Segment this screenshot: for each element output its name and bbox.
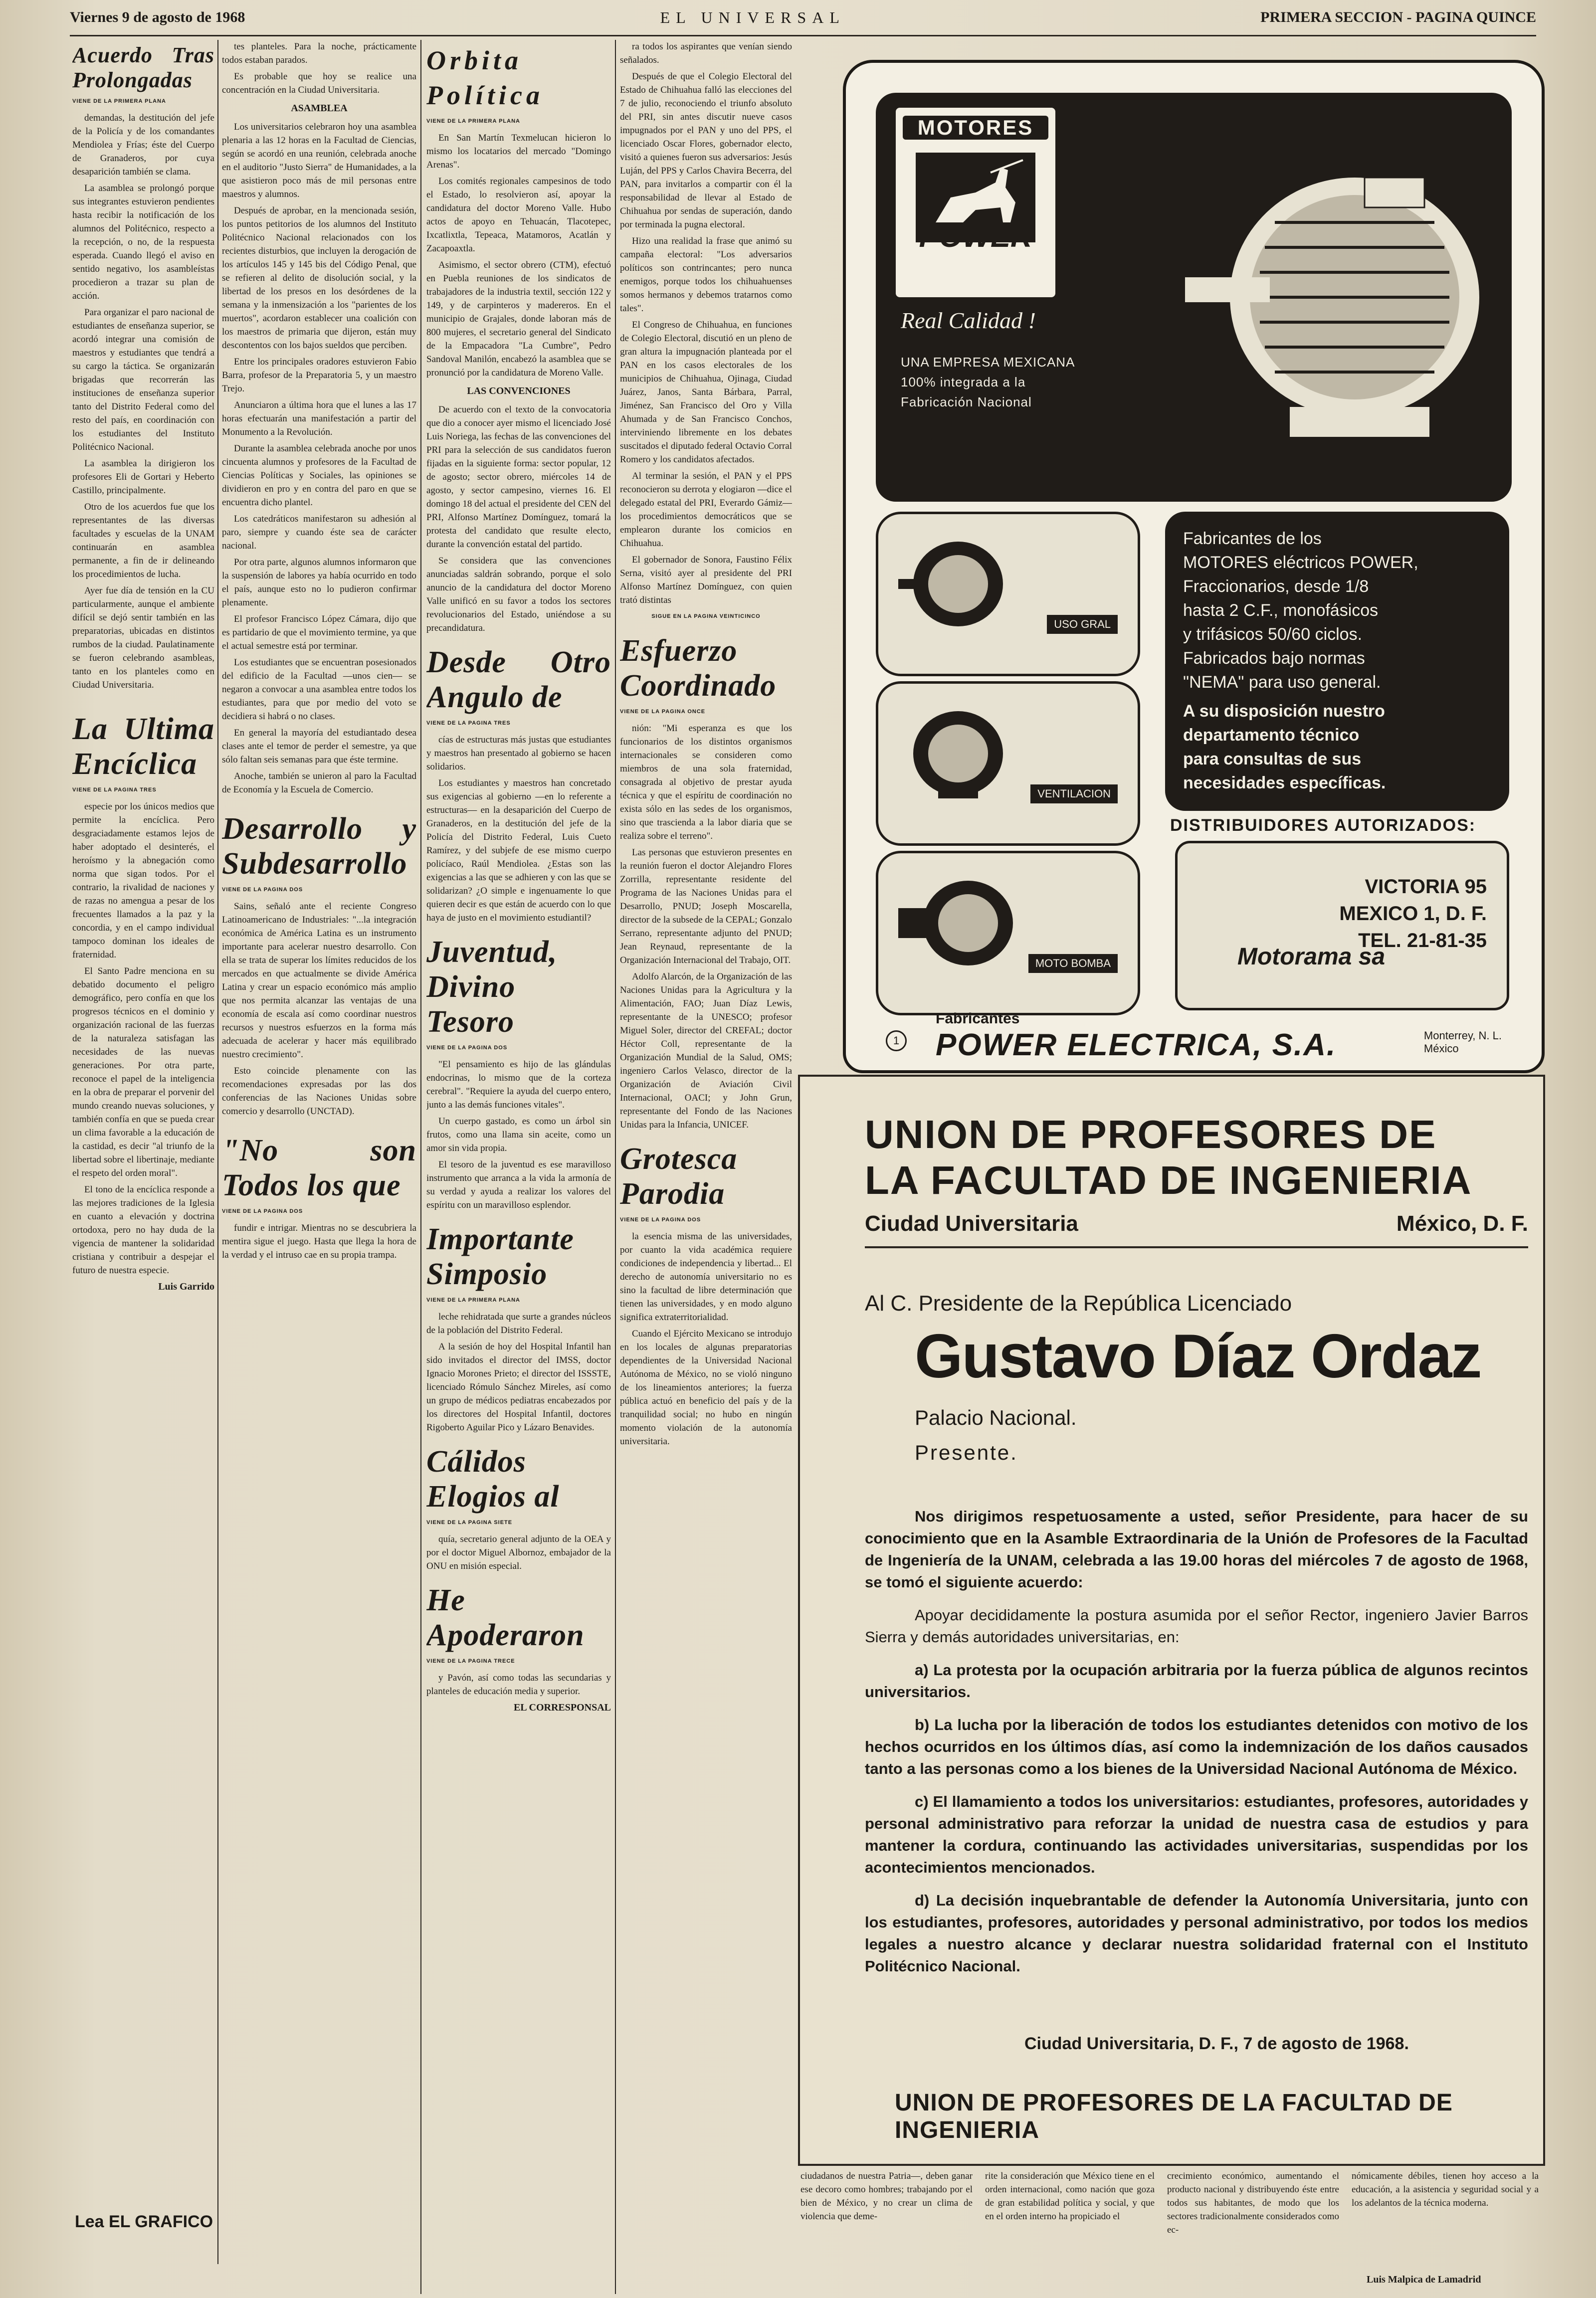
paragraph: ra todos los aspirantes que venían siendo señalados.	[620, 41, 792, 65]
column-1	[72, 40, 214, 2199]
article-body-enciclica	[72, 800, 214, 1277]
notice-paragraph: Apoyar decididamente la postura asumida por el señor Rector, ingeniero Javier Barros Sierra y demás autoridades universitarias, en:	[865, 1606, 1528, 1646]
notice-item: b) La lucha por la liberación de todos los estudiantes detenidos con motivo de los hechos ocurridos en los últimos días, así como la indemnización de los daños causados tanto a las personas como a los bienes de la Universidad Nacional Autónoma de México.	[865, 1716, 1528, 1777]
notice-title-line: UNION DE PROFESORES DE	[865, 1112, 1437, 1156]
headline-importante-simposio: Importante Simposio	[426, 1222, 574, 1291]
paragraph: Hizo una realidad la frase que animó su campaña electoral: "Los adversarios políticos son contrincantes; pero nunca enemigos, porque todos los chihuahuenses somos hermanos y debemos tratarnos como tales".	[620, 236, 792, 314]
paragraph: Esto coincide plenamente con las recomendaciones expresadas por las dos conferencias de las Naciones Unidas sobre comercio y desarrollo (UNCTAD).	[222, 1066, 416, 1117]
ad-tag-moto-bomba: MOTO BOMBA	[1028, 954, 1118, 973]
kicker: VIENE DE LA PAGINA DOS	[222, 887, 303, 893]
continued-note: SIGUE EN LA PAGINA VEINTICINCO	[651, 613, 761, 619]
paragraph: y Pavón, así como todas las secundarias y planteles de educación media y superior.	[426, 1673, 611, 1697]
ad-line: Fabricantes de los	[1183, 529, 1322, 548]
notice-presente: Presente.	[915, 1441, 1018, 1464]
paragraph: Las personas que estuvieron presentes en la reunión fueron el doctor Alejandro Flores Zorrilla, representante residente del Programa de las Naciones Unidas para el Desarrollo, PNUD; Joseph Moscarella, director de la subsede de la CEPAL; Gonzalo Serrano, representante adjunto del PNUD; Jean Reynaud, representante de la Organización Internacional del Trabajo, OIT.	[620, 847, 792, 965]
ad-address	[1339, 873, 1487, 954]
footer-lea-el-grafico: Lea EL GRAFICO	[75, 2212, 213, 2231]
pump-motor-icon	[898, 873, 1018, 973]
ad-product-moto-bomba	[876, 851, 1140, 1015]
paragraph: Los universitarios celebraron hoy una asamblea plenaria a las 12 horas en la Facultad de Ciencias, según se acordó en una reunión, celebrada anoche en el auditorio "Justo Sierra" de Humanidades, a la que asistieron poco más de mil personas entre maestros y alumnos.	[222, 122, 416, 199]
ad-product-ventilacion	[876, 681, 1140, 846]
paragraph: El gobernador de Sonora, Faustino Félix Serna, visitó ayer al presidente del PRI Alfonso Martínez Domínguez, con quien trató distintas	[620, 555, 792, 605]
notice-item: a) La protesta por la ocupación arbitraria por la fuerza pública de algunos recintos universitarios.	[865, 1661, 1528, 1701]
notice-ciudad: Ciudad Universitaria	[865, 1211, 1078, 1236]
headline-orbita-politica: Orbita Política	[426, 45, 544, 110]
headline-desarrollo: Desarrollo y Subdesarrollo	[222, 812, 416, 881]
paragraph: La asamblea se prolongó porque sus integrantes estuvieron pendientes hasta recibir la notificación de los alumnos del Politécnico, respecto a la recepción, o no, de la respuesta esperada. Cuando llegó el aviso en sentido negativo, los asambleístas procedieron a trazar su plan de acción.	[72, 183, 214, 301]
ad-tag-uso-gral: USO GRAL	[1047, 615, 1118, 634]
ad-line: Fabricación Nacional	[901, 394, 1032, 409]
ad-fabricantes-label: Fabricantes	[936, 1010, 1020, 1027]
paragraph: Anunciaron a última hora que el lunes a las 17 horas efectuarán una manifestación a partir del Monumento a la Revolución.	[222, 400, 416, 437]
headline-desde-otro-angulo: Desde Otro Angulo de	[426, 645, 611, 714]
kicker: VIENE DE LA PAGINA DOS	[426, 1045, 508, 1051]
ad-line: A su disposición nuestro	[1183, 702, 1385, 721]
paragraph: Sains, señaló ante el reciente Congreso Latinoamericano de Industriales: "...la integración económica de América Latina es un instrumento importante para acelerar nuestro desarrollo. Con ella se trata de superar los límites reducidos de los mercados en que actualmente se divide América Latina y crear un espacio económico más amplio que nos permita alcanzar las ventajas de una economía de escala así como coordinar nuestros recursos y nuestros esfuerzos en la forma más adecuada de acelerar y hacer más equilibrado nuestro crecimiento".	[222, 901, 416, 1060]
paragraph: En general la mayoría del estudiantado desea clases ante el temor de perder el semestre, ya que sólo faltan seis semanas para que éste termine.	[222, 728, 416, 765]
notice-divider	[865, 1246, 1528, 1248]
ad-line: Fraccionarios, desde 1/8	[1183, 577, 1369, 596]
headline-grotesca-parodia: Grotesca Parodia	[620, 1142, 738, 1211]
paragraph: cías de estructuras más justas que estudiantes y maestros han presentado al gobierno se hacen solidarios.	[426, 735, 611, 772]
union-notice	[798, 1075, 1545, 2166]
paragraph: leche rehidratada que surte a grandes núcleos de la población del Distrito Federal.	[426, 1312, 611, 1336]
notice-item: d) La decisión inquebrantable de defender la Autonomía Universitaria, junto con los estudiantes, profesores, autoridades y personal administrativo, por todos los medios legales a nuestro alcance y declarar nuestra solidaridad fraternal con el Instituto Politécnico Nacional.	[865, 1892, 1528, 1975]
fan-motor-icon	[898, 704, 1008, 803]
ad-line: México	[1423, 1042, 1459, 1055]
power-motors-advertisement	[843, 60, 1545, 1073]
column-4	[620, 40, 792, 2164]
paragraph: Para organizar el paro nacional de estudiantes de enseñanza superior, se acordó integrar una comisión de maestros y estudiantes que tendrá a su cargo la táctica. Se organizarán brigadas que recorrerán las instituciones de enseñanza superior tanto del Distrito Federal como del resto del país, en coordinación con los estudiantes del Instituto Politécnico Nacional.	[72, 307, 214, 452]
ad-line: UNA EMPRESA MEXICANA	[901, 355, 1075, 370]
paragraph: Al terminar la sesión, el PAN y el PPS reconocieron su derrota y elogiaron —dice el delegado estatal del PRI, Everardo Gámiz— los procedimientos democráticos que se emplearon durante los comicios en Chihuahua.	[620, 471, 792, 549]
paragraph: tes planteles. Para la noche, prácticamente todos estaban parados.	[222, 41, 416, 65]
centaur-logo-icon	[916, 153, 1035, 242]
notice-location-row	[865, 1211, 1528, 1236]
paragraph: Anoche, también se unieron al paro la Facultad de Economía y la Escuela de Comercio.	[222, 771, 416, 795]
paragraph: especie por los únicos medios que permite la encíclica. Pero desgraciadamente estamos lejos de haber adoptado el desinterés, el heroísmo y la abnegación como norma que sigan todos. Por el contrario, la rivalidad de naciones y de razas no amengua a pesar de los frecuentes llamados a la paz y la concordia, y en el campo individual tampoco dominan los ideales de fraternidad.	[72, 801, 214, 960]
ad-distributors-heading: DISTRIBUIDORES AUTORIZADOS:	[1170, 816, 1476, 835]
ad-distributor-box	[1175, 841, 1509, 1010]
column-rule	[420, 40, 421, 2294]
bottom-column-1: ciudadanos de nuestra Patria—, deben ganar ese decoro como hombres; trabajando por el bien de México, y no crear un clima de violencia que deme-	[800, 2171, 973, 2222]
ad-location	[1424, 1029, 1502, 1055]
byline: EL CORRESPONSAL	[513, 1702, 611, 1713]
ad-line: MEXICO 1, D. F.	[1339, 903, 1487, 925]
paragraph: Otro de los acuerdos fue que los representantes de las diversas facultades y escuelas de la UNAM continuarán en asamblea permanente, a fin de ir delineando los procedimientos de lucha.	[72, 502, 214, 579]
bottom-byline: Luis Malpica de Lamadrid	[1367, 2274, 1481, 2285]
paragraph: Ayer fue día de tensión en la CU particularmente, aunque el ambiente difícil se dejó sentir también en las preparatorias, ubicadas en distintos rumbos de la ciudad. Paulatinamente se fueron celebrando asambleas, tanto en los planteles como en Ciudad Universitaria.	[72, 585, 214, 690]
masthead-date: Viernes 9 de agosto de 1968	[70, 9, 245, 25]
paragraph: Después de aprobar, en la mencionada sesión, los puntos petitorios de los alumnos del Instituto Politécnico Nacional relacionados con los recientes disturbios, que incluyen la derogación de los artículos 145 y 145 bis del Código Penal, que se refieren al delito de disolución social, y la libertad de los presos en los desórdenes de la semana y la inmensización a los "parientes de los muertos", acordaron establecer una coalición con los maestros de primaria que dijeron, están muy descontentos con los bajos sueldos que perciben.	[222, 205, 416, 351]
bottom-column-4: nómicamente débiles, tienen hoy acceso a la educación, a la asistencia y seguridad social y a los adelantos de la técnica moderna.	[1352, 2171, 1539, 2208]
masthead-paper-name: EL UNIVERSAL	[660, 8, 845, 26]
notice-mexico: México, D. F.	[1396, 1211, 1528, 1236]
bottom-column-3: crecimiento económico, aumentando el producto nacional y distribuyendo éste entre todos sus habitantes, de modo que los sectores tradicionalmente considerados como ec-	[1167, 2171, 1339, 2235]
paragraph: Asimismo, el sector obrero (CTM), efectuó en Puebla reuniones de los sindicatos de trabajadores de la industria textil, sección 122 y 149, y de carpinteros y madereros. En el municipio de Grajales, donde laboran más de 800 mujeres, el secretario general del Sindicato de la Empacadora "La Cumbre", Pedro Sandoval Manilón, encabezó la asamblea que se pronunció por la candidatura de Moreno Valle.	[426, 260, 611, 378]
ad-slogan: Real Calidad !	[901, 308, 1036, 333]
paragraph: la esencia misma de las universidades, por cuanto la vida académica requiere condiciones de independencia y libertad... El derecho de autonomía universitario no es sino la facultad de libre determinación que tienen las universidades, y en modo alguno significa extraterritorialidad.	[620, 1231, 792, 1323]
paragraph: El Santo Padre menciona en su debatido documento el peligro demográfico, pero confía en que los progresos técnicos en el dominio y organización racional de las fuerzas de la naturaleza satisfagan las necesidades de las nuevas generaciones. Por otra parte, reconoce el papel de la inteligencia en la obra de preparar el porvenir del mundo creando nuevas soluciones, y también confía en que se pueda crear un clima favorable a la educación de la castidad, es decir "al triunfo de la libertad sobre el libertinaje, mediante el respeto del orden moral".	[72, 966, 214, 1178]
masthead-section: PRIMERA SECCION - PAGINA QUINCE	[1260, 9, 1536, 25]
ad-info-panel	[1165, 512, 1509, 811]
column-rule	[217, 40, 218, 2264]
notice-signature: UNION DE PROFESORES DE LA FACULTAD DE INGENIERIA	[895, 2090, 1453, 2143]
notice-title	[865, 1112, 1472, 1203]
paragraph: El tesoro de la juventud es ese maravilloso instrumento que arranca a la vida la armonía de su verdad y ayuda a realizar los valores del espíritu con un maravilloso esplendor.	[426, 1159, 611, 1210]
headline-esfuerzo-coordinado: Esfuerzo Coordinado	[620, 634, 777, 703]
column-3	[426, 40, 611, 2294]
ad-company-statement	[901, 352, 1075, 412]
subhead-asamblea: ASAMBLEA	[291, 103, 348, 114]
paragraph: demandas, la destitución del jefe de la Policía y de los comandantes Mendiolea y Frías; éste del Cuerpo de Granaderos, por cuya desaparición también se clama.	[72, 113, 214, 177]
kicker: VIENE DE LA PAGINA DOS	[620, 1217, 701, 1223]
ad-hero-panel	[876, 93, 1512, 502]
subhead-convenciones: LAS CONVENCIONES	[467, 385, 571, 396]
ad-product-uso-general	[876, 512, 1140, 676]
ad-logo-box	[896, 108, 1055, 297]
ad-motores-label: MOTORES	[903, 116, 1048, 140]
paragraph: El profesor Francisco López Cámara, dijo que es partidario de que el movimiento termine, ya que el actual semestre está por terminar.	[222, 614, 416, 651]
headline-calidos-elogios: Cálidos Elogios al	[426, 1445, 560, 1514]
paragraph: fundir e intrigar. Mientras no se descubriera la mentira sigue el juego. Hasta que llega la hora de la verdad y el intruso cae en su propia trampa.	[222, 1223, 416, 1260]
headline-juventud: Juventud, Divino Tesoro	[426, 935, 558, 1039]
notice-addressee-line: Al C. Presidente de la República Licenciado	[865, 1291, 1292, 1316]
paragraph: Entre los principales oradores estuvieron Fabio Barra, profesor de la Preparatoria 5, y un maestro Trejo.	[222, 357, 416, 394]
notice-palacio: Palacio Nacional.	[915, 1406, 1077, 1429]
ad-footer	[876, 1010, 1512, 1060]
notice-date: Ciudad Universitaria, D. F., 7 de agosto de 1968.	[1024, 2034, 1409, 2053]
paragraph: Adolfo Alarcón, de la Organización de las Naciones Unidas para la Agricultura y la Alimentación, FAO; Juan Díaz Lewis, representante de la UNESCO; profesor Miguel Soler, director del CREFAL; doctor Héctor Coll, representante de la Organización Mundial de la Salud, OMS; ingeniero Carlos Velasco, director de la Organización de Aviación Civil Internacional, OACI; y John Grun, representante del Fondo de las Naciones Unidas para la Infancia, UNICEF.	[620, 971, 792, 1130]
kicker: VIENE DE LA PRIMERA PLANA	[426, 1297, 520, 1303]
paragraph: Es probable que hoy se realice una concentración en la Ciudad Universitaria.	[222, 71, 416, 95]
ad-line: Fabricados bajo normas	[1183, 649, 1365, 668]
ad-line: TEL. 21-81-35	[1358, 930, 1487, 952]
ad-line: 100% integrada a la	[901, 375, 1026, 389]
motorama-logo: Motorama sa	[1237, 944, 1386, 970]
paragraph: nión: "Mi esperanza es que los funcionarios de los distintos organismos internacionales se consideren como miembros de una sola fraternidad, consagrada al objetivo de prestar ayuda técnica y que el espíritu de coordinación no exista sólo en las sedes de los organismos, sino que trascienda a la labor diaria que se realiza sobre el terreno".	[620, 723, 792, 841]
ad-line: para consultas de sus	[1183, 750, 1362, 768]
kicker: VIENE DE LA PAGINA TRES	[72, 787, 157, 793]
bottom-column-2: rite la consideración que México tiene en el orden internacional, como nación que goza de gran estabilidad política y social, y que en el orden interno ha propiciado el	[985, 2171, 1155, 2222]
notice-title-line: LA FACULTAD DE INGENIERIA	[865, 1158, 1472, 1202]
notice-item: c) El llamamiento a todos los universitarios: estudiantes, profesores, autoridades y personal administrativo para reforzar la unidad de nuestra casa de estudios y para mantener la cordura, continuando las actividades universitarias, suspendidas por los acontecimientos mencionados.	[865, 1793, 1528, 1876]
paragraph: Los estudiantes y maestros han concretado sus exigencias al gobierno —en lo referente a estructuras— en la desaparición del Cuerpo de Granaderos, en la destitución del jefe de la Policía del Distrito Federal, Luis Cueto Ramírez, y del subjefe de ese mismo cuerpo policíaco, Raúl Mendiolea. ¿Estas son las exigencias a las que se adhieren y con las que se solidarizan? ¿O simple e ingenuamente lo que quieren decir es que están de acuerdo con lo que haya de justo en el movimiento estudiantil?	[426, 778, 611, 923]
kicker: VIENE DE LA PAGINA SIETE	[426, 1520, 513, 1526]
paragraph: Los catedráticos manifestaron su adhesión al paro, siempre y cuando éste sea de carácter nacional.	[222, 514, 416, 551]
ad-line: departamento técnico	[1183, 726, 1360, 745]
paragraph: El Congreso de Chihuahua, en funciones de Colegio Electoral, discutió en un pleno de gran altura la impugnación planteada por el PAN en los casos electorales de los municipios de Chihuahua, Ojinaga, Ciudad Juárez, Janos, Santa Bárbara, Parral, Jiménez, San Francisco del Oro y Villa Ahumada y de San Francisco Conchos, interviniendo libremente en los debates suscitados el diputado federal Octavio Corral Romero y los candidatos afectados.	[620, 320, 792, 465]
headline-acuerdo: Acuerdo Tras Prolongadas	[72, 43, 214, 92]
paragraph: De acuerdo con el texto de la convocatoria que dio a conocer ayer mismo el licenciado José Luis Noriega, las fechas de las convenciones del PRI para la selección de sus candidatos fueron fijadas en la siguiente forma: sector popular, 12 de agosto; sector obrero, miércoles 14 de agosto, y sector campesino, viernes 16. El domingo 18 del actual el presidente del CEN del PRI, Alfonso Martínez Domínguez, tomará la protesta del candidato que resulte electo, durante la convención estatal del partido.	[426, 404, 611, 550]
ad-line: y trifásicos 50/60 ciclos.	[1183, 625, 1363, 644]
ad-company-name: POWER ELECTRICA, S.A.	[936, 1028, 1337, 1062]
paragraph: quía, secretario general adjunto de la OEA y por el doctor Miguel Albornoz, embajador de la ONU en misión especial.	[426, 1534, 611, 1571]
ad-line: Monterrey, N. L.	[1423, 1029, 1502, 1042]
paragraph: Después de que el Colegio Electoral del Estado de Chihuahua falló las elecciones del 7 de julio, reconociendo el triunfo absoluto del PRI, sin antes discutir nueve casos impugnados por el PAN y uno del PPS, el licenciado Oscar Flores, gobernador electo, visitó a quienes fueron sus adversarios: Jesús Luján, del PPS y Carlos Chavira Becerra, del PAN, para invitarlos a compartir con él la responsabilidad de llevar al Estado de Chihuahua por sendas de superación, dando por terminada la pugna electoral.	[620, 71, 792, 230]
ad-tag-ventilacion: VENTILACION	[1030, 784, 1118, 803]
notice-body	[865, 1506, 1528, 1988]
kicker: VIENE DE LA PAGINA TRES	[426, 720, 511, 726]
small-motor-icon	[898, 534, 1008, 634]
ad-line: MOTORES eléctricos POWER,	[1183, 553, 1418, 572]
kicker: VIENE DE LA PAGINA DOS	[222, 1208, 303, 1214]
notice-addressee-name: Gustavo Díaz Ordaz	[915, 1322, 1481, 1391]
column-2	[222, 40, 416, 2294]
paragraph: Se considera que las convenciones anunciadas saldrán sobrando, porque el solo anuncio de la candidatura del doctor Moreno Valle unificó en su favor a todos los sectores revolucionarios del Estado, uniéndose a su precandidatura.	[426, 556, 611, 633]
column-rule	[615, 40, 616, 2294]
paragraph: Un cuerpo gastado, es como un árbol sin frutos, como una llama sin aceite, como un amor sin vida propia.	[426, 1116, 611, 1153]
ad-line: hasta 2 C.F., monofásicos	[1183, 601, 1379, 620]
headline-no-son-todos: "No son Todos los que	[222, 1134, 416, 1202]
article-body-acuerdo	[72, 111, 214, 692]
paragraph: En San Martín Texmelucan hicieron lo mismo los locatarios del mercado "Domingo Arenas".	[426, 133, 611, 170]
paragraph: El tono de la encíclica responde a las mejores tradiciones de la Iglesia en cuanto a elevación y doctrina ortodoxa, pero no hay duda de la vigencia de mantener la solidaridad cristiana y contribuir a despejar el futuro de nuestra especie.	[72, 1184, 214, 1276]
paragraph: Durante la asamblea celebrada anoche por unos cincuenta alumnos y profesores de la Facultad de Ciencias Políticas y Sociales, las opiniones se dividieron en pro y en contra del paro en que se encuentra dicho plantel.	[222, 443, 416, 508]
kicker: VIENE DE LA PAGINA ONCE	[620, 709, 706, 715]
paragraph: Los estudiantes que se encuentran posesionados del edificio de la Facultad —unos cien— se negaron a convocar a una asamblea entre todos los estudiantes, para que por medio del voto se decidiera si habrá o no clases.	[222, 657, 416, 722]
notice-paragraph: Nos dirigimos respetuosamente a usted, señor Presidente, para hacer de su conocimiento que en la Asamble Extraordinaria de la Unión de Profesores de la Facultad de Ingeniería de la UNAM, celebrada a las 19.00 horas del miércoles 7 de agosto de 1968, se tomó el siguiente acuerdo:	[865, 1508, 1528, 1591]
paragraph: A la sesión de hoy del Hospital Infantil han sido invitados el director del IMSS, doctor Ignacio Morones Prieto; el director del ISSSTE, licenciado Rómulo Sánchez Mireles, así como un grupo de médicos pediatras encabezados por los directores del Hospital Infantil, doctores Rigoberto Aguilar Pico y Lázaro Benavides.	[426, 1341, 611, 1433]
paragraph: "El pensamiento es hijo de las glándulas endocrinas, lo mismo que de la corteza cerebral". "Requiere la ayuda del cuerpo entero, junto a las demás funciones vitales".	[426, 1059, 611, 1110]
masthead	[70, 0, 1536, 36]
ad-line: VICTORIA 95	[1365, 876, 1487, 898]
electric-motor-illustration	[1175, 148, 1494, 457]
ad-line: necesidades específicas.	[1183, 773, 1386, 792]
paragraph: Cuando el Ejército Mexicano se introdujo en los locales de algunas preparatorias dependientes de la Universidad Nacional Autónoma de México, no se violó ninguno de los lineamientos anteriores; la fuerza pública actuó en beneficio del país y de la tranquilidad social; no hubo en ningún momento violación de la autonomía universitaria.	[620, 1329, 792, 1447]
ad-number-badge: 1	[886, 1030, 907, 1051]
headline-se-apoderaron: He Apoderaron	[426, 1583, 585, 1652]
kicker: VIENE DE LA PRIMERA PLANA	[426, 118, 520, 124]
paragraph: Los comités regionales campesinos de todo el Estado, lo resolvieron así, apoyar la candidatura del doctor Moreno Valle. Hubo actos de apoyo en Tehuacán, Tlacotepec, Ixcatlixtla, Tepeaca, Matamoros, Acatlán y Zacapoaxtla.	[426, 176, 611, 254]
kicker: VIENE DE LA PRIMERA PLANA	[72, 98, 166, 104]
ad-line: "NEMA" para uso general.	[1183, 673, 1381, 692]
headline-ultima-enciclica: La Ultima Encíclica	[72, 712, 214, 781]
paragraph: Por otra parte, algunos alumnos informaron que la suspensión de labores ya había ocurrido en todo el país, aunque esto no lo pudieron confirmar plenamente.	[222, 557, 416, 608]
paragraph: La asamblea la dirigieron los profesores Eli de Gortari y Heberto Castillo, principalmente.	[72, 458, 214, 496]
byline: Luis Garrido	[158, 1281, 214, 1292]
kicker: VIENE DE LA PAGINA TRECE	[426, 1658, 515, 1664]
